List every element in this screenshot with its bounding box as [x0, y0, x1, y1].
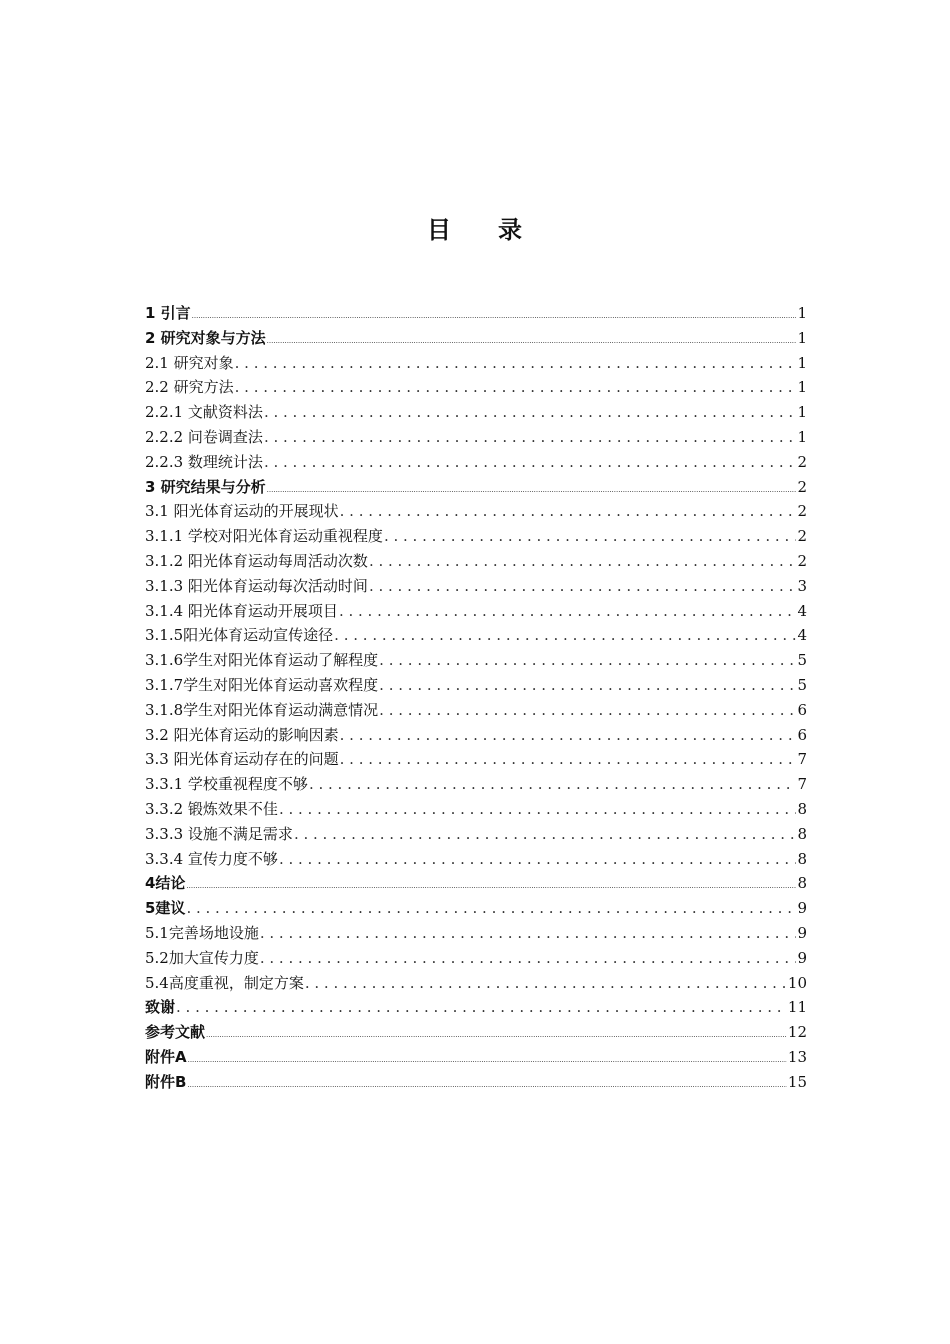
toc-entry[interactable]	[145, 400, 807, 425]
toc-entry[interactable]	[145, 425, 807, 450]
toc-dot-leader	[260, 946, 797, 971]
toc-dot-leader	[264, 425, 797, 450]
toc-entry[interactable]	[145, 847, 807, 872]
toc-entry-label: 3.1.7学生对阳光体育运动喜欢程度	[145, 675, 379, 694]
toc-entry-label: 3.3 阳光体育运动存在的问题	[145, 750, 339, 769]
toc-entry-page-number: 1	[797, 427, 807, 446]
toc-dot-leader	[339, 599, 797, 624]
toc-entry-label: 3.1.1 学校对阳光体育运动重视程度	[145, 527, 383, 546]
toc-entry-page-number: 1	[797, 328, 807, 347]
toc-dot-leader	[264, 400, 797, 425]
toc-entry-page-number: 6	[797, 700, 807, 719]
toc-entry[interactable]	[145, 524, 807, 549]
toc-dot-leader	[340, 723, 797, 748]
toc-entry-label: 2 研究对象与方法	[145, 328, 266, 347]
toc-entry-page-number: 2	[797, 477, 807, 496]
toc-entry[interactable]	[145, 871, 807, 896]
toc-entry-label: 3.1.4 阳光体育运动开展项目	[145, 601, 338, 620]
toc-entry[interactable]	[145, 375, 807, 400]
toc-entry-page-number: 4	[797, 601, 807, 620]
toc-entry-page-number: 10	[787, 973, 807, 992]
toc-entry-label: 参考文献	[145, 1023, 206, 1042]
toc-dot-leader	[384, 524, 797, 549]
toc-entry[interactable]	[145, 574, 807, 599]
toc-entry[interactable]	[145, 673, 807, 698]
toc-entry-label: 2.2 研究方法	[145, 378, 234, 397]
toc-entry-page-number: 11	[787, 998, 807, 1017]
toc-entry-label: 3.1.8学生对阳光体育运动满意情况	[145, 700, 379, 719]
toc-dot-leader	[192, 304, 797, 329]
toc-entry[interactable]	[145, 946, 807, 971]
toc-dot-leader	[309, 772, 797, 797]
toc-entry-label: 附件B	[145, 1072, 187, 1091]
toc-dot-leader	[176, 995, 787, 1020]
toc-entry-label: 2.1 研究对象	[145, 353, 234, 372]
toc-entry-page-number: 1	[797, 378, 807, 397]
toc-entry-page-number: 2	[797, 527, 807, 546]
toc-entry-page-number: 4	[797, 626, 807, 645]
toc-entry-page-number: 9	[797, 923, 807, 942]
toc-entry-page-number: 8	[797, 824, 807, 843]
toc-dot-leader	[264, 450, 797, 475]
toc-dot-leader	[187, 1073, 786, 1098]
toc-dot-leader	[334, 623, 796, 648]
toc-dot-leader	[369, 549, 797, 574]
toc-entry-page-number: 15	[787, 1072, 807, 1091]
toc-entry[interactable]	[145, 351, 807, 376]
toc-entry[interactable]	[145, 1020, 807, 1045]
toc-entry[interactable]	[145, 995, 807, 1020]
toc-entry-page-number: 2	[797, 452, 807, 471]
toc-entry-label: 3.3.3 设施不满足需求	[145, 824, 293, 843]
toc-entry-page-number: 2	[797, 551, 807, 570]
toc-dot-leader	[260, 921, 797, 946]
toc-entry-page-number: 13	[787, 1047, 807, 1066]
toc-entry-label: 3.1 阳光体育运动的开展现状	[145, 502, 339, 521]
toc-entry-label: 2.2.2 问卷调查法	[145, 427, 263, 446]
toc-entry-page-number: 5	[797, 651, 807, 670]
toc-entry[interactable]	[145, 772, 807, 797]
toc-entry-label: 5建议	[145, 899, 186, 918]
toc-entry[interactable]	[145, 301, 807, 326]
toc-dot-leader	[235, 351, 797, 376]
toc-entry-label: 5.4高度重视，制定方案	[145, 973, 304, 992]
toc-entry[interactable]	[145, 723, 807, 748]
toc-entry-label: 1 引言	[145, 304, 191, 322]
toc-entry-page-number: 8	[797, 799, 807, 818]
toc-entry-label: 2.2.3 数理统计法	[145, 452, 263, 471]
toc-entry-label: 3.1.5阳光体育运动宣传途径	[145, 626, 334, 645]
toc-entry-label: 2.2.1 文献资料法	[145, 403, 263, 422]
toc-entry-page-number: 6	[797, 725, 807, 744]
toc-dot-leader	[206, 1023, 787, 1048]
title-char-2: 录	[498, 216, 523, 244]
toc-entry-label: 3.2 阳光体育运动的影响因素	[145, 725, 339, 744]
toc-entry-page-number: 8	[797, 874, 807, 893]
toc-entry-label: 4结论	[145, 874, 186, 893]
toc-entry-page-number: 3	[797, 576, 807, 595]
toc-entry-label: 3.1.3 阳光体育运动每次活动时间	[145, 576, 368, 595]
toc-dot-leader	[340, 499, 797, 524]
toc-entry-page-number: 1	[797, 403, 807, 422]
toc-entry[interactable]	[145, 648, 807, 673]
toc-entry[interactable]	[145, 599, 807, 624]
toc-entry-label: 3.3.1 学校重视程度不够	[145, 775, 308, 794]
toc-dot-leader	[369, 574, 797, 599]
toc-entry[interactable]	[145, 499, 807, 524]
title-char-1: 目	[427, 216, 452, 244]
toc-entry-label: 3.3.2 锻炼效果不佳	[145, 799, 278, 818]
toc-entry-page-number: 9	[797, 948, 807, 967]
toc-entry[interactable]	[145, 797, 807, 822]
toc-entry-page-number: 9	[797, 899, 807, 918]
toc-entry[interactable]	[145, 921, 807, 946]
toc-entry[interactable]	[145, 896, 807, 921]
toc-entry-label: 3.3.4 宣传力度不够	[145, 849, 278, 868]
toc-dot-leader	[379, 698, 796, 723]
toc-entry-label: 3 研究结果与分析	[145, 477, 266, 496]
toc-entry[interactable]	[145, 475, 807, 500]
toc-entry[interactable]	[145, 822, 807, 847]
toc-entry[interactable]	[145, 450, 807, 475]
toc-entry-label: 5.1完善场地设施	[145, 923, 259, 942]
toc-entry[interactable]	[145, 623, 807, 648]
toc-entry-label: 3.1.2 阳光体育运动每周活动次数	[145, 551, 368, 570]
toc-entry-page-number: 1	[797, 304, 807, 322]
toc-dot-leader	[305, 971, 787, 996]
toc-entry-page-number: 1	[797, 353, 807, 372]
toc-dot-leader	[235, 375, 797, 400]
toc-dot-leader	[379, 648, 796, 673]
toc-dot-leader	[186, 896, 796, 921]
toc-entry-page-number: 12	[787, 1023, 807, 1042]
page-title	[0, 210, 950, 245]
toc-dot-leader	[279, 797, 797, 822]
toc-entry-label: 5.2加大宣传力度	[145, 948, 259, 967]
toc-entry[interactable]	[145, 698, 807, 723]
toc-entry-label: 3.1.6学生对阳光体育运动了解程度	[145, 651, 379, 670]
toc-entry-page-number: 2	[797, 502, 807, 521]
toc-entry[interactable]	[145, 1045, 807, 1070]
toc-dot-leader	[340, 747, 797, 772]
table-of-contents	[145, 301, 807, 1095]
toc-entry-page-number: 7	[797, 775, 807, 794]
toc-dot-leader	[294, 822, 797, 847]
toc-entry-page-number: 7	[797, 750, 807, 769]
toc-entry[interactable]	[145, 747, 807, 772]
toc-entry-label: 致谢	[145, 998, 176, 1017]
toc-dot-leader	[279, 847, 797, 872]
toc-entry[interactable]	[145, 1070, 807, 1095]
toc-dot-leader	[379, 673, 796, 698]
toc-entry-label: 附件A	[145, 1047, 187, 1066]
toc-entry-page-number: 5	[797, 675, 807, 694]
toc-entry[interactable]	[145, 971, 807, 996]
toc-entry[interactable]	[145, 549, 807, 574]
toc-dot-leader	[188, 1048, 787, 1073]
toc-entry[interactable]	[145, 326, 807, 351]
toc-entry-page-number: 8	[797, 849, 807, 868]
